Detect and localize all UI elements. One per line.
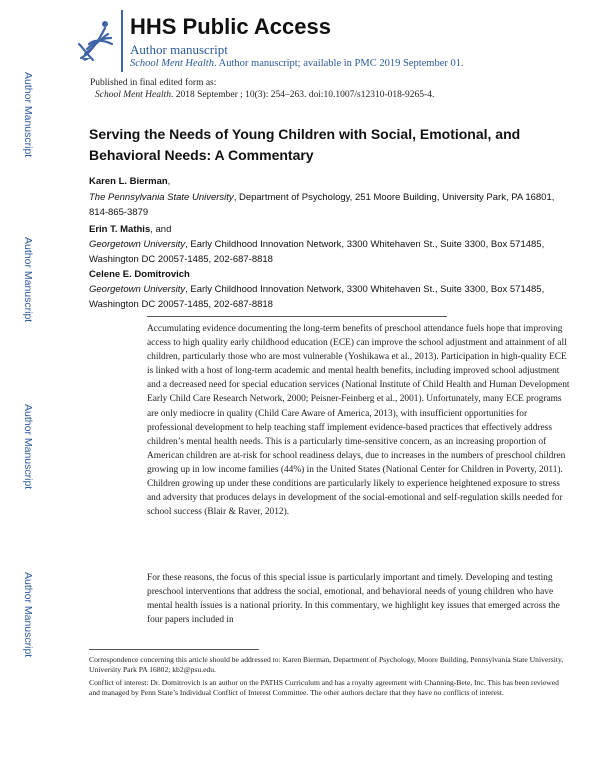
header-divider [121, 10, 123, 72]
footnote-divider [89, 649, 259, 650]
author-affiliation: Georgetown University, Early Childhood Innovation Network, 3300 Whitehaven St., Suite 3300, Box 571485, Washington DC 20057-1485, 202-687-8818 [89, 284, 545, 310]
side-label-3: Author Manuscript [22, 404, 34, 490]
author-affiliation: Georgetown University, Early Childhood Innovation Network, 3300 Whitehaven St., Suite 3300, Box 571485, Washington DC 20057-1485, 202-687-8818 [89, 239, 545, 265]
side-label-2: Author Manuscript [22, 237, 34, 323]
author-name: Celene E. Domitrovich [89, 269, 190, 280]
published-label: Published in final edited form as: [90, 78, 217, 88]
abstract-divider [147, 316, 447, 317]
body-paragraph-1: Accumulating evidence documenting the long-term benefits of preschool attendance fuels hope that improving access to high quality early childhood education (ECE) can improve the school adjustment and attainment of all children, particularly those who are most vulnerable (Yoshikawa et al., 2013). Participation in high-quality ECE is linked with a host of long-term academic and mental health benefits, including improved school adjustment and a decreased need for special education services (National Institute of Child Health and Human Development Early Child Care Research Network, 2000; Peisner-Feinberg et al., 2001). Unfortunately, many ECE programs are only mediocre in quality (Child Care Aware of America, 2013), with insufficient opportunities for professional development to help teaching staff implement evidence-based practices that effectively address children’s mental health needs. This is a particularly time-sensitive concern, as an increasing proportion of American children are at-risk for school readiness delays, due to increases in the numbers of preschool children growing up in low income families (44%) in the United States (National Center for Children in Poverty, 2011). Children growing up under these conditions are particularly likely to experience heightened exposure to stress and adversity that produces delays in development of the social-emotional and self-regulation skills needed for school success (Blair & Raver, 2012). [147, 324, 570, 518]
author-affiliation: The Pennsylvania State University, Department of Psychology, 251 Moore Building, University Park, PA 16801, 814-865-3879 [89, 192, 555, 218]
body-paragraph-2: For these reasons, the focus of this special issue is particularly important and timely. Developing and testing preschool interventions that address the social, emotional, and behavioral needs of young children who have mental health issues is a national priority. In this commentary, we highlight key issues that emerged across the four papers included in [147, 573, 560, 626]
citation: School Ment Health. 2018 September ; 10(3): 254–263. doi:10.1007/s12310-018-9265-4. [95, 90, 435, 100]
footnote-correspondence: Correspondence concerning this article should be addressed to: Karen Bierman, Department of Psychology, Moore Building, Pennsylvania State University, University Park PA 16802; kb2@psu.edu. [89, 655, 564, 675]
article-title: Serving the Needs of Young Children with Social, Emotional, and Behavioral Needs: A Commentary [89, 126, 521, 163]
footnote-conflict: Conflict of interest: Dr. Domitrovich is an author on the PATHS Curriculum and has a royalty agreement with Channing-Bete, Inc. This has been reviewed and managed by Penn State’s Individual Conflict of Interest Committee. The other authors declare that they have no conflicts of interest. [89, 678, 559, 698]
author-name: Karen L. Bierman, [89, 176, 171, 187]
hhs-eagle-logo-icon [75, 14, 117, 64]
author-name: Erin T. Mathis, and [89, 224, 172, 235]
journal-availability: School Ment Health. Author manuscript; available in PMC 2019 September 01. [130, 58, 464, 69]
hhs-title: HHS Public Access [130, 14, 331, 39]
author-manuscript-subtitle: Author manuscript [130, 42, 228, 57]
side-label-4: Author Manuscript [22, 572, 34, 658]
side-label-1: Author Manuscript [22, 72, 34, 158]
